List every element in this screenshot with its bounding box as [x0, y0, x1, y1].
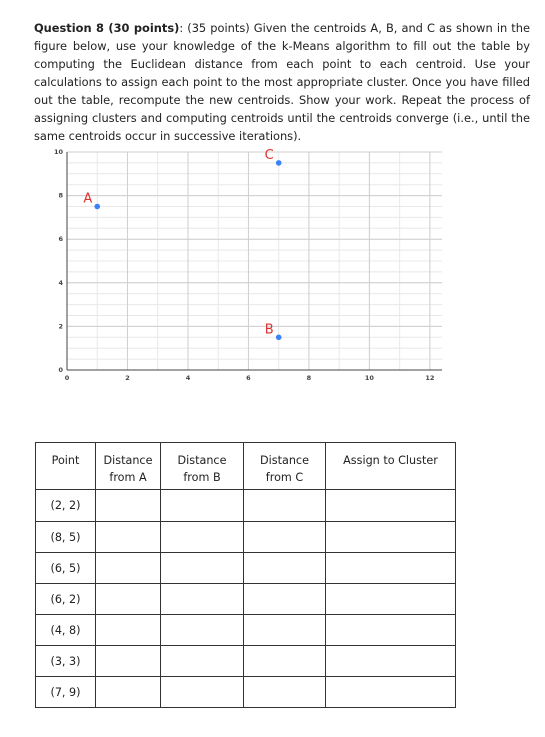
point-cell: (4, 8) [36, 615, 96, 646]
answer-cell[interactable] [161, 677, 244, 708]
answer-cell[interactable] [244, 584, 326, 615]
x-tick-label: 10 [364, 374, 374, 382]
table-row [36, 553, 456, 584]
table-header-row [36, 443, 456, 490]
table-header-cell [161, 443, 244, 490]
centroid-point [276, 335, 282, 341]
answer-cell[interactable] [244, 677, 326, 708]
answer-cell[interactable] [326, 584, 456, 615]
point-cell: (7, 9) [36, 677, 96, 708]
answer-cell[interactable] [326, 615, 456, 646]
question-label: Question 8 (30 points) [34, 21, 180, 35]
point-cell: (6, 5) [36, 553, 96, 584]
x-tick-label: 0 [64, 374, 70, 382]
header-line2: from A [109, 471, 147, 484]
point-cell: (8, 5) [36, 522, 96, 553]
answer-cell[interactable] [326, 677, 456, 708]
answer-cell[interactable] [244, 522, 326, 553]
answer-cell[interactable] [326, 522, 456, 553]
y-tick-label: 0 [58, 366, 63, 374]
point-cell: (2, 2) [36, 490, 96, 522]
centroid-label: C [264, 147, 274, 163]
table-row [36, 615, 456, 646]
y-tick-label: 8 [58, 191, 63, 200]
answer-cell[interactable] [161, 584, 244, 615]
answer-cell[interactable] [244, 490, 326, 522]
table-header-cell [36, 443, 96, 490]
header-line1: Distance [103, 454, 153, 467]
header-line1: Distance [260, 454, 309, 467]
centroid-point [94, 204, 100, 210]
table-header-cell [326, 443, 456, 490]
cluster-table [35, 442, 456, 708]
answer-cell[interactable] [244, 615, 326, 646]
answer-cell[interactable] [161, 522, 244, 553]
question-body: : (35 points) Given the centroids A, B, and C as shown in the figure below, use your knowledge of the k-Means algorithm to fill out the table by computing the Euclidean distance from each point to each centroid. Use your calculations to assign each point to the most appropriate cluster. Once you have filled out the table, recompute the new centroids. Show your work. Repeat the process of assigning clusters and computing centroids until the centroids converge (i.e., until the same centroids occur in successive iterations). [34, 21, 530, 143]
y-tick-label: 6 [58, 235, 63, 244]
answer-cell[interactable] [96, 584, 161, 615]
header-line1: Distance [177, 454, 227, 467]
table-row [36, 677, 456, 708]
y-tick-label: 4 [58, 278, 63, 287]
y-tick-label: 10 [53, 148, 63, 156]
centroid-scatter-chart [34, 142, 454, 387]
answer-cell[interactable] [244, 646, 326, 677]
answer-cell[interactable] [326, 646, 456, 677]
answer-cell[interactable] [96, 522, 161, 553]
table-row [36, 584, 456, 615]
point-cell: (3, 3) [36, 646, 96, 677]
answer-cell[interactable] [96, 490, 161, 522]
header-line2: from B [183, 471, 221, 484]
answer-cell[interactable] [244, 553, 326, 584]
x-tick-label: 2 [125, 374, 130, 382]
centroid-label: A [83, 191, 93, 207]
table-header-cell [96, 443, 161, 490]
answer-cell[interactable] [96, 646, 161, 677]
answer-cell[interactable] [96, 553, 161, 584]
answer-cell[interactable] [161, 553, 244, 584]
table-row [36, 522, 456, 553]
answer-cell[interactable] [161, 615, 244, 646]
answer-cell[interactable] [326, 490, 456, 522]
y-tick-label: 2 [58, 322, 63, 331]
centroid-label: B [264, 322, 274, 338]
header-line2: from C [265, 471, 304, 484]
x-tick-label: 4 [185, 374, 191, 382]
x-tick-label: 6 [246, 374, 251, 382]
question-text [34, 19, 530, 145]
answer-cell[interactable] [161, 490, 244, 522]
x-tick-label: 8 [306, 374, 312, 382]
answer-cell[interactable] [161, 646, 244, 677]
answer-cell[interactable] [96, 615, 161, 646]
table-row [36, 646, 456, 677]
answer-cell[interactable] [326, 553, 456, 584]
centroid-point [276, 160, 282, 166]
header-line1: Assign to Cluster [343, 454, 438, 467]
table-row [36, 490, 456, 522]
point-cell: (6, 2) [36, 584, 96, 615]
table-header-cell [244, 443, 326, 490]
answer-cell[interactable] [96, 677, 161, 708]
x-tick-label: 12 [425, 374, 435, 382]
header-line1: Point [51, 454, 80, 467]
